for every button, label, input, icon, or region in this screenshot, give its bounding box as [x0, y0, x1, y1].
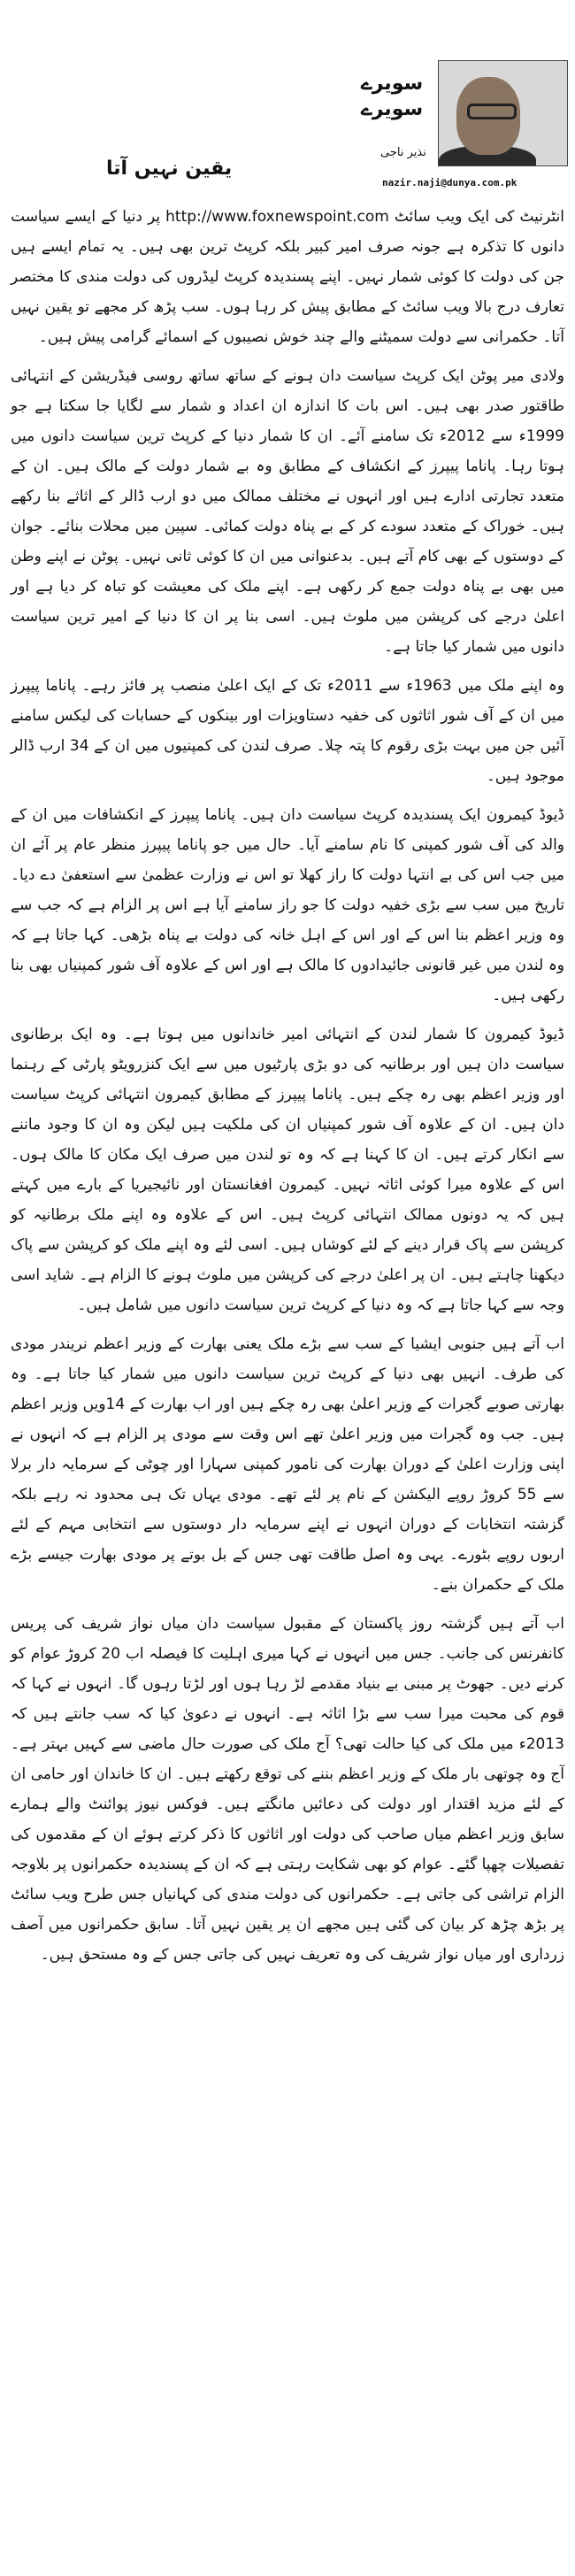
column-header	[0, 0, 575, 190]
article-paragraph: وہ اپنے ملک میں 1963ء سے 2011ء تک کے ایک اعلیٰ منصب پر فائز رہے۔ پاناما پیپرز میں ان کے آف شور اثاثوں کی خفیہ دستاویزات اور بینکوں کے حسابات کی لیکس سامنے آئیں جن میں بہت بڑی رقوم کا پتہ چلا۔ صرف لندن کی کمپنیوں میں ان کے 34 ارب ڈالر موجود ہیں۔	[11, 677, 564, 785]
article-paragraph: اب آتے ہیں گزشتہ روز پاکستان کے مقبول سیاست دان میاں نواز شریف کی پریس کانفرنس کی جانب۔ جس میں انہوں نے کہا میری اہلیت کا فیصلہ اب 20 کروڑ عوام کو کرنے دیں۔ جھوٹ پر مبنی بے بنیاد مقدمے لڑ رہا ہوں اور لڑتا رہوں گا۔ انہوں نے کہا کہ قوم کی محبت میرا سب سے بڑا اثاثہ ہے۔ انہوں نے دعویٰ کیا کہ سب جانتے ہیں کہ 2013ء میں ملک کی کیا حالت تھی؟ آج ملک کی صورت حال ماضی سے کہیں بہتر ہے۔ آج وہ چوتھی بار ملک کے وزیر اعظم بننے کی توقع رکھتے ہیں۔ ان کا خاندان اور حامی ان کے لئے مزید اقتدار اور دولت کی دعائیں مانگتے ہیں۔ فوکس نیوز پوائنٹ والے ہمارے سابق وزیر اعظم میاں صاحب کی دولت اور اثاثوں کا ذکر کرتے ہوئے ان کے مقدموں کی تفصیلات چھپا گئے۔ عوام کو بھی شکایت رہتی ہے کہ ان کے پسندیدہ حکمرانوں پر بلاوجہ الزام تراشی کی جاتی ہے۔ حکمرانوں کی دولت مندی کی کہانیاں جس طرح ویب سائٹ پر بڑھ چڑھ کر بیان کی گئی ہیں مجھے ان پر یقین نہیں آتا۔ سابق حکمرانوں میں آصف زرداری اور میاں نواز شریف کی وہ تعریف نہیں کی جاتی جس کے وہ مستحق ہیں۔	[11, 1615, 565, 1964]
article-paragraph: انٹرنیٹ کی ایک ویب سائٹ http://www.foxnewspoint.com پر دنیا کے ایسے سیاست دانوں کا تذکرہ ہے جونہ صرف امیر کبیر بلکہ کرپٹ ترین بھی ہیں۔ یہ تمام ایسے ہیں جن کی دولت کا کوئی شمار نہیں۔ اپنے پسندیدہ کرپٹ لیڈروں کی دولت مندی کا مختصر تعارف درج بالا ویب سائٹ کے مطابق پیش کر رہا ہوں۔ سب پڑھ کر مجھے تو یقین نہیں آتا۔ حکمرانی سے دولت سمیٹنے والے چند خوش نصیبوں کے اسمائے گرامی پیش ہیں۔	[11, 208, 565, 346]
author-photo	[438, 60, 568, 166]
column-brand	[343, 73, 441, 120]
article-paragraph: ولادی میر پوٹن ایک کرپٹ سیاست دان ہونے کے ساتھ ساتھ روسی فیڈریشن کے انتہائی طاقتور صدر بھی ہیں۔ اس بات کا اندازہ ان اعداد و شمار سے لگایا جا سکتا ہے جو 1999ء سے 2012ء تک سامنے آئے۔ ان کا شمار دنیا کے کرپٹ ترین سیاست دانوں میں ہوتا رہا۔ پاناما پیپرز کے انکشاف کے مطابق وہ بے شمار دولت کے مالک ہیں۔ ان کے متعدد تجارتی ادارے ہیں اور انہوں نے مختلف ممالک میں دو ارب ڈالر کے اثاثے بنا رکھے ہیں۔ خوراک کے متعدد سودے کر کے بے پناہ دولت کمائی۔ سپین میں محلات بنائے۔ جوان کے دوستوں کے بھی کام آتے ہیں۔ بدعنوانی میں ان کا کوئی ثانی نہیں۔ پوٹن نے اپنے وطن میں بھی بے پناہ دولت جمع کر رکھی ہے۔ اپنے ملک کی معیشت کو تباہ کر دیا ہے اور اعلیٰ درجے کی کرپشن میں ملوث ہیں۔ اسی بنا پر ان کا دنیا کے امیر ترین سیاست دانوں میں شمار کیا جاتا ہے۔	[11, 367, 564, 656]
author-email[interactable]: nazir.naji@dunya.com.pk	[382, 177, 518, 188]
column-title: یقین نہیں آتا	[106, 158, 233, 180]
brand-line-1: سویرے	[360, 73, 424, 95]
article-paragraph: ڈیوڈ کیمرون کا شمار لندن کے انتہائی امیر خاندانوں میں ہوتا ہے۔ وہ ایک برطانوی سیاست دان ہیں اور برطانیہ کی دو بڑی پارٹیوں میں سے ایک کنزرویٹو پارٹی کے رہنما اور وزیر اعظم بھی رہ چکے ہیں۔ پاناما پیپرز کے مطابق کیمرون انتہائی کرپٹ سیاست دان ہیں۔ ان کے علاوہ آف شور کمپنیاں ان کی ملکیت ہیں لیکن وہ ان کا وجود ماننے سے انکار کرتے ہیں۔ ان کا کہنا ہے کہ وہ تو لندن میں صرف ایک مکان کا مالک ہوں۔ اس کے علاوہ میرا کوئی اثاثہ نہیں۔ کیمرون افغانستان اور نائیجیریا کے بارے میں کہتے ہیں کہ یہ دونوں ممالک انتہائی کرپٹ ہیں۔ اس کے علاوہ وہ اپنے ملک برطانیہ کو کرپشن سے پاک قرار دینے کے لئے کوشاں ہیں۔ اسی لئے وہ اپنے ملک کو کرپشن سے پاک دیکھنا چاہتے ہیں۔ ان پر اعلیٰ درجے کی کرپشن میں ملوث ہونے کا الزام ہے۔ شاید اسی وجہ سے کہا جاتا ہے کہ وہ دنیا کے کرپٹ ترین سیاست دانوں میں شامل ہیں۔	[11, 1026, 564, 1314]
article-paragraph: اب آتے ہیں جنوبی ایشیا کے سب سے بڑے ملک یعنی بھارت کے وزیر اعظم نریندر مودی کی طرف۔ انہیں بھی دنیا کے کرپٹ ترین سیاست دانوں میں شمار کیا جاتا ہے۔ وہ بھارتی صوبے گجرات کے وزیر اعلیٰ بھی رہ چکے ہیں اور اب بھارت کے 14ویں وزیر اعظم ہیں۔ جب وہ گجرات میں وزیر اعلیٰ تھے اس وقت سے مودی پر الزام ہے کہ انہوں نے اپنی وزارت اعلیٰ کے دوران بھارت کی نامور کمپنی سہارا اور چوٹی کے سرمایہ دار برلا سے 55 کروڑ روپے الیکشن کے نام پر لئے تھے۔ مودی یہاں تک ہی محدود نہ رہے بلکہ گزشتہ انتخابات کے دوران انہوں نے اپنے سرمایہ دار دوستوں سے انتخابی مہم کے لئے اربوں روپے بٹورے۔ یہی وہ اصل طاقت تھی جس کے بل بوتے پر مودی بھارت جیسے بڑے ملک کے حکمران بنے۔	[11, 1335, 564, 1594]
author-photo-glasses	[467, 104, 517, 119]
author-name: نذیر ناجی	[380, 146, 426, 159]
article-body	[11, 202, 564, 1979]
brand-line-2: سویرے	[360, 98, 424, 120]
article-paragraph: ڈیوڈ کیمرون ایک پسندیدہ کرپٹ سیاست دان ہیں۔ پاناما پیپرز کے انکشافات میں ان کے والد کی آف شور کمپنی کا نام سامنے آیا۔ حال میں جو پاناما پیپرز منظر عام پر آئے ان میں جب اس کی بے انتہا دولت کا راز کھلا تو اس نے وزارت عظمیٰ سے استعفیٰ دے دیا۔ تاریخ میں سب سے بڑی خفیہ دولت کا جو راز سامنے آیا ہے اس پر الزام ہے کہ جب سے وہ وزیر اعظم بنا اس کے اور اس کے اہل خانہ کی دولت بے پناہ بڑھی۔ کہا جاتا ہے کہ وہ لندن میں غیر قانونی جائیدادوں کا مالک ہے اور اس کے علاوہ آف شور کمپنیاں بھی بنا رکھی ہیں۔	[11, 806, 564, 1004]
